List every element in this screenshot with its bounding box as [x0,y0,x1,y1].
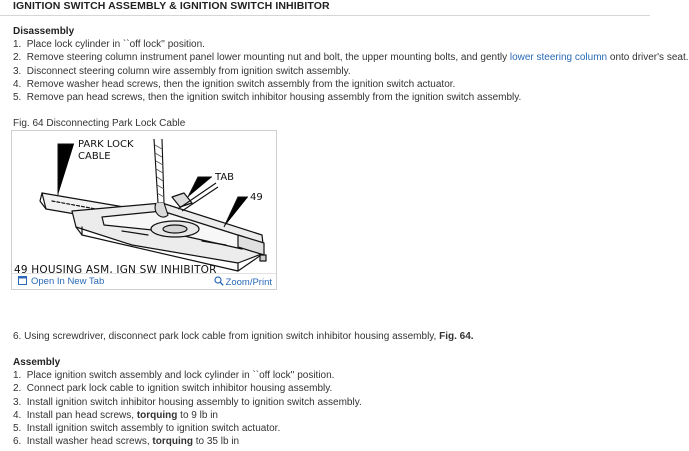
disassembly-steps [13,38,689,104]
disassembly-step-1: 1. Place lock cylinder in ``off lock'' position. [13,39,205,50]
disassembly-step-2: 2. Remove steering column instrument panel lower mounting nut and bolt, the upper mounting bolts, and gently lower steering column onto driver's seat. [13,52,689,64]
figure-caption: Fig. 64 Disconnecting Park Lock Cable [13,118,186,129]
assembly-steps [13,369,362,449]
disassembly-step-4: 4. Remove washer head screws, then the ignition switch assembly from the ignition switch actuator. [13,78,456,90]
part-49-label: 49 [250,192,263,203]
figure-part-legend: 49 HOUSING ASM, IGN SW INHIBITOR [14,264,217,276]
disassembly-heading: Disassembly [13,26,75,37]
open-new-tab-link[interactable]: Open In New Tab [18,276,104,287]
park-lock-cable-diagram [12,131,276,273]
assembly-step-2: 2. Connect park lock cable to ignition switch inhibitor housing assembly. [13,383,333,395]
assembly-step-1: 1. Place ignition switch assembly and lock cylinder in ``off lock'' position. [13,370,335,381]
open-new-tab-icon [18,276,27,285]
disassembly-step-6: 6. Using screwdriver, disconnect park lock cable from ignition switch inhibitor housing assembly, Fig. 64. [13,331,474,342]
disassembly-step-5: 5. Remove pan head screws, then the ignition switch inhibitor housing assembly from the ignition switch assembly. [13,92,522,104]
page-title: IGNITION SWITCH ASSEMBLY & IGNITION SWITCH INHIBITOR [13,0,330,12]
title-divider [0,15,650,16]
magnifier-icon [214,276,224,286]
disassembly-step-3: 3. Disconnect steering column wire assembly from ignition switch assembly. [13,65,351,77]
assembly-step-6: 6. Install washer head screws, torquing to 35 lb in [13,436,240,448]
figure-toolbar [12,273,276,289]
assembly-heading: Assembly [13,357,61,368]
assembly-step-3: 3. Install ignition switch inhibitor housing assembly to ignition switch assembly. [13,396,362,408]
zoom-print-link[interactable]: Zoom/Print [214,276,272,288]
park-lock-label-line2: CABLE [78,151,111,162]
lower-steering-column-link[interactable]: lower steering column [509,52,608,64]
park-lock-label-line1: PARK LOCK [78,139,134,150]
assembly-step-4: 4. Install pan head screws, torquing to 9 lb in [13,409,218,421]
assembly-step-5: 5. Install ignition switch assembly to ignition switch actuator. [13,423,281,435]
tab-label: TAB [215,172,235,183]
figure-64[interactable] [11,130,277,290]
